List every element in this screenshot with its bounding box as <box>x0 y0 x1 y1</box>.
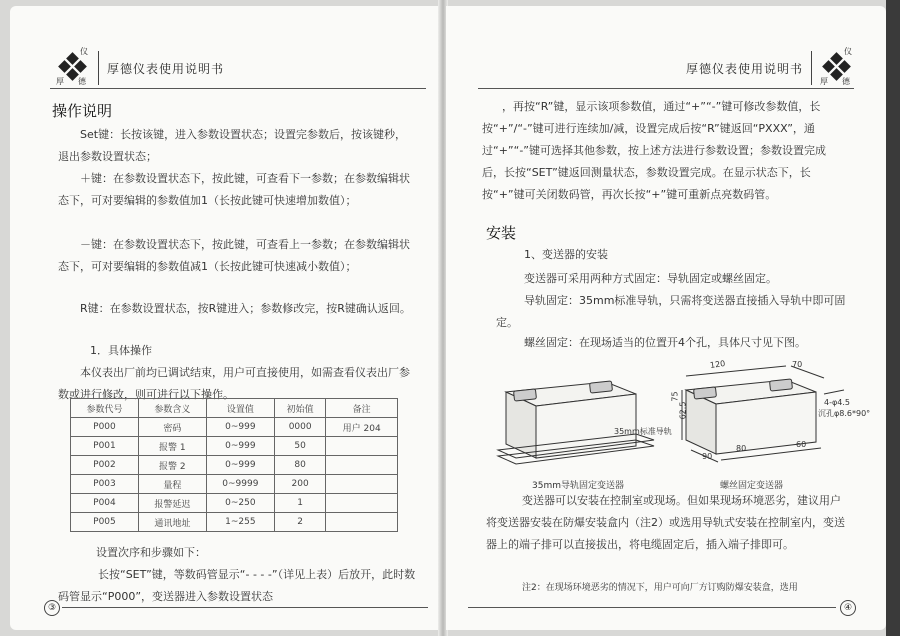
company-logo: 仪 厚 德 <box>820 47 853 86</box>
paragraph: 设置次序和步骤如下： <box>96 546 206 559</box>
binder-edge <box>886 0 900 636</box>
table-cell: P001 <box>71 437 139 456</box>
hole-label: 4-φ4.5 <box>824 398 850 407</box>
table-cell: 50 <box>274 437 325 456</box>
table-cell: P004 <box>71 494 139 513</box>
dimension-label: 70 <box>792 360 803 369</box>
paragraph: Set键：长按该键，进入参数设置状态；设置完参数后，按该键秒，退出参数设置状态； <box>58 128 407 163</box>
table-cell: 报警延迟 <box>138 494 206 513</box>
table-cell: 0~999 <box>206 456 274 475</box>
paragraph: 本仪表出厂前均已调试结束，用户可直接使用，如需查看仪表出厂参数或进行修改，则可进行以下操作。 <box>58 366 410 401</box>
header-title: 厚德仪表使用说明书 <box>686 61 804 76</box>
rail-label: 35mm标准导轨 <box>614 427 672 436</box>
dimension-label: 75 <box>670 391 680 402</box>
paragraph: －键：在参数设置状态下，按此键，可查看上一参数；在参数编辑状态下，可对要编辑的参数值减1（长按此键可快速减小数值）； <box>58 238 410 273</box>
mounting-figure <box>486 354 856 474</box>
table-cell: 0~250 <box>206 494 274 513</box>
table-header-cell: 备注 <box>326 399 398 418</box>
dimension-label: 80 <box>736 444 747 453</box>
footnote: 注2：在现场环境恶劣的情况下，用户可向厂方订购防爆安装盒，选用 <box>522 583 798 593</box>
table-header-cell: 初始值 <box>274 399 325 418</box>
paragraph: ＋键：在参数设置状态下，按此键，可查看下一参数；在参数编辑状态下，可对要编辑的参数值加1（长按此键可快速增加数值）； <box>58 172 410 207</box>
table-row <box>71 437 398 456</box>
table-cell: 通讯地址 <box>138 513 206 532</box>
table-cell <box>326 456 398 475</box>
table-row <box>71 513 398 532</box>
page-number: ④ <box>840 600 856 616</box>
table-row <box>71 475 398 494</box>
paragraph: 变送器可采用两种方式固定：导轨固定或螺丝固定。 <box>524 272 777 285</box>
table-row <box>71 418 398 437</box>
dimension-label: 62.5 <box>678 401 688 420</box>
section-heading: 安装 <box>486 224 517 242</box>
paragraph: 导轨固定：35mm标准导轨，只需将变送器直接插入导轨中即可固定。 <box>496 294 846 329</box>
table-cell <box>326 494 398 513</box>
table-cell: 1~255 <box>206 513 274 532</box>
sub-heading: 1．具体操作 <box>90 344 152 357</box>
parameter-table <box>70 398 398 532</box>
paragraph: 变送器可以安装在控制室或现场。但如果现场环境恶劣，建议用户将变送器安装在防爆安装盒内（注2）或选用导轨式安装在控制室内，变送器上的端子排可以直接拔出，将电缆固定后，插入端子排即可。 <box>486 494 845 551</box>
paragraph: 长按“SET”键，等数码管显示“- - - -”（详见上表）后放开，此时数码管显示“P000”，变送器进入参数设置状态 <box>58 568 416 603</box>
left-header <box>56 46 224 90</box>
dimension-label: 120 <box>709 358 726 371</box>
table-cell: 0~9999 <box>206 475 274 494</box>
rail-mounted-transmitter <box>498 381 654 464</box>
dimension-label: 60 <box>796 440 807 449</box>
table-cell: P002 <box>71 456 139 475</box>
page-number: ③ <box>44 600 60 616</box>
company-logo: 仪 厚 德 <box>56 47 88 86</box>
table-cell: 200 <box>274 475 325 494</box>
table-cell: 报警 2 <box>138 456 206 475</box>
right-header <box>686 46 854 90</box>
table-cell: 1 <box>274 494 325 513</box>
paragraph: 螺丝固定：在现场适当的位置开4个孔，具体尺寸见下图。 <box>524 336 806 349</box>
figure-caption: 35mm导轨固定变送器 <box>532 481 624 491</box>
hole-label: 沉孔φ8.6*90° <box>818 409 871 418</box>
table-cell: 2 <box>274 513 325 532</box>
table-cell: 量程 <box>138 475 206 494</box>
table-row <box>71 456 398 475</box>
table-cell: 0000 <box>274 418 325 437</box>
header-title: 厚德仪表使用说明书 <box>107 61 225 76</box>
sub-heading: 1、变送器的安装 <box>524 248 608 261</box>
table-cell: P005 <box>71 513 139 532</box>
table-cell: P000 <box>71 418 139 437</box>
table-header-cell: 参数代号 <box>71 399 139 418</box>
dimension-label: 90 <box>702 452 713 461</box>
table-header-cell: 参数含义 <box>138 399 206 418</box>
table-cell: 报警 1 <box>138 437 206 456</box>
table-row <box>71 494 398 513</box>
table-cell: P003 <box>71 475 139 494</box>
paragraph: R键：在参数设置状态，按R键进入；参数修改完，按R键确认返回。 <box>80 302 411 315</box>
table-cell <box>326 513 398 532</box>
table-cell <box>326 437 398 456</box>
left-page <box>10 6 440 630</box>
figure-caption: 螺丝固定变送器 <box>720 481 784 491</box>
table-header-cell: 设置值 <box>206 399 274 418</box>
table-cell <box>326 475 398 494</box>
right-page <box>446 6 886 630</box>
table-cell: 80 <box>274 456 325 475</box>
table-cell: 0~999 <box>206 418 274 437</box>
section-heading: 操作说明 <box>52 102 113 120</box>
paragraph: ，再按“R”键，显示该项参数值，通过“+”“-”键可修改参数值，长按“+”/“-”键可进行连续加/减，设置完成后按“R”键返回“PXXX”，通过“+”“-”键可选择其他参数，按上述方法进行参数设置；参数设置完成后，长按“SET”键返回测量状态，参数设置完成。在显示状态下，长按“+”键可关闭数码管，再次长按“+”键可重新点亮数码管。 <box>482 100 826 201</box>
table-cell: 密码 <box>138 418 206 437</box>
table-cell: 0~999 <box>206 437 274 456</box>
table-cell: 用户 204 <box>326 418 398 437</box>
